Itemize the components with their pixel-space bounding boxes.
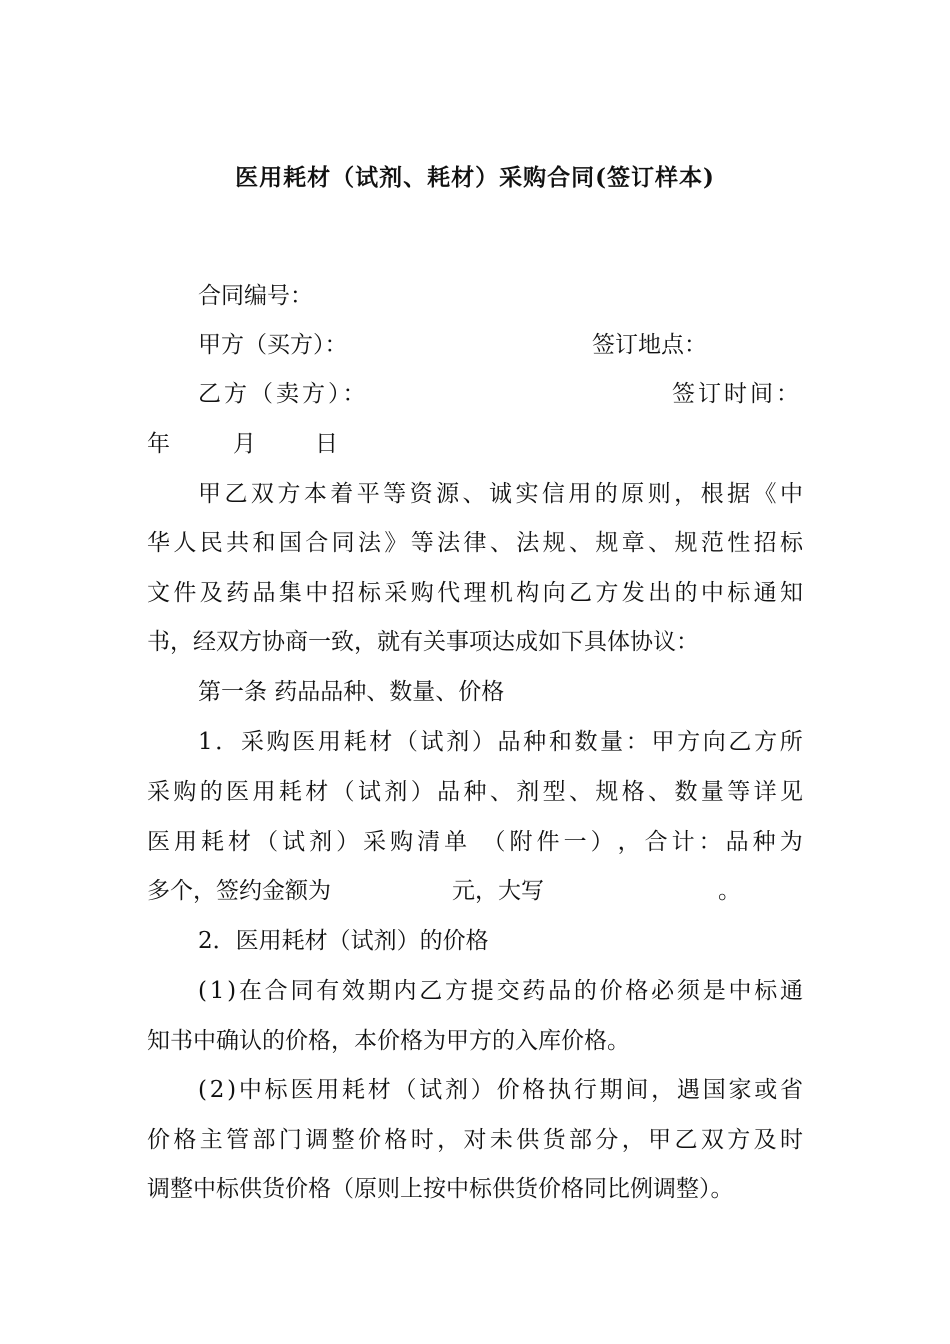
- intro-line: [147, 577, 803, 609]
- text-char: 等: [410, 530, 434, 556]
- text-char: 华: [147, 530, 170, 556]
- text-char: 的: [199, 779, 223, 805]
- article-1-title: 第一条 药品品种、数量、价格: [198, 679, 505, 705]
- item2-1-line: [198, 975, 803, 1007]
- text-char: 实: [515, 481, 539, 507]
- text-char: 价: [358, 1127, 381, 1153]
- text-char: 购: [173, 779, 197, 805]
- text-char: 药: [522, 978, 546, 1004]
- text-char: 是: [702, 978, 726, 1004]
- text-char: 期: [599, 1077, 623, 1103]
- text-char: 品: [548, 978, 572, 1004]
- text-char: 时: [410, 1127, 434, 1153]
- text-char: ）: [471, 729, 495, 755]
- text-char: 向: [702, 729, 726, 755]
- text-char: 源: [436, 481, 460, 507]
- text-char: 价: [496, 1077, 520, 1103]
- text-char: 用: [317, 729, 341, 755]
- text-char: 中: [779, 481, 803, 507]
- intro-line: [198, 478, 803, 510]
- text-char: （: [331, 779, 355, 805]
- intro-line: 书，经双方协商一致，就有关事项达成如下具体协议：: [147, 629, 699, 655]
- text-char: 整: [331, 1127, 355, 1153]
- text-char: 方: [445, 978, 469, 1004]
- text-char: [471, 826, 478, 858]
- text-char: 剂: [309, 829, 333, 855]
- text-char: 一: [563, 829, 587, 855]
- text-char: 规: [595, 530, 619, 556]
- text-char: 管: [226, 1127, 250, 1153]
- text-char: 的: [594, 481, 618, 507]
- text-char: 双: [700, 1127, 724, 1153]
- text-char: 间: [625, 1077, 649, 1103]
- text-char: 为: [779, 829, 803, 855]
- text-char: 、: [569, 530, 592, 556]
- text-char: 对: [463, 1127, 487, 1153]
- text-char: 代: [437, 580, 461, 606]
- text-char: 国: [702, 1077, 726, 1103]
- item-2-title: 2．医用耗材（试剂）的价格: [198, 928, 489, 954]
- text-char: 招: [331, 580, 355, 606]
- text-char: 中: [238, 1077, 262, 1103]
- text-char: 有: [316, 978, 340, 1004]
- text-char: 乙: [674, 1127, 698, 1153]
- text-char: 规: [595, 779, 619, 805]
- text-char: 型: [542, 779, 566, 805]
- text-char: 种: [463, 779, 487, 805]
- text-char: 价: [147, 1127, 170, 1153]
- text-char: 须: [676, 978, 700, 1004]
- text-char: 医: [226, 779, 250, 805]
- text-char: 计: [671, 829, 695, 855]
- text-char: 医: [147, 829, 170, 855]
- party-b-label: 乙方（卖方）：: [198, 381, 369, 407]
- text-char: (: [198, 1077, 207, 1103]
- text-char: 甲: [198, 481, 221, 507]
- text-char: 乙: [224, 481, 248, 507]
- text-char: 方: [727, 1127, 751, 1153]
- text-char: （: [255, 829, 279, 855]
- day-label: 日: [315, 431, 338, 457]
- text-char: 行: [573, 1077, 597, 1103]
- item2-1-line: 知书中确认的价格，本价格为甲方的入库价格。: [147, 1028, 630, 1054]
- text-char: 法: [358, 530, 381, 556]
- text-char: 遇: [676, 1077, 700, 1103]
- text-char: 方: [595, 580, 619, 606]
- text-char: 调: [305, 1127, 329, 1153]
- item1-amount-text: 多个，签约金额为: [147, 878, 331, 904]
- text-char: 着: [330, 481, 354, 507]
- text-char: 耗: [201, 829, 225, 855]
- item1-line: [198, 726, 803, 758]
- text-char: 等: [383, 481, 407, 507]
- text-char: 见: [780, 779, 803, 805]
- text-char: 信: [541, 481, 565, 507]
- text-char: 机: [489, 580, 513, 606]
- text-char: 药: [226, 580, 250, 606]
- text-char: （: [393, 1077, 417, 1103]
- item1-yuan-text: 元，大写: [452, 878, 544, 904]
- text-char: 2: [209, 1077, 225, 1103]
- text-char: 品: [252, 580, 276, 606]
- text-char: 构: [516, 580, 540, 606]
- text-char: 格: [173, 1127, 197, 1153]
- text-char: 量: [700, 779, 724, 805]
- item2-2-line: 调整中标供货价格（原则上按中标供货价格同比例调整）。: [147, 1176, 734, 1202]
- text-char: 门: [278, 1127, 302, 1153]
- text-char: 试: [282, 829, 306, 855]
- text-char: 所: [779, 729, 803, 755]
- text-char: 用: [316, 1077, 340, 1103]
- text-char: 同: [331, 530, 355, 556]
- text-char: 人: [173, 530, 197, 556]
- text-char: 共: [226, 530, 250, 556]
- text-char: 试: [358, 779, 381, 805]
- text-char: 的: [573, 978, 597, 1004]
- text-char: 1: [198, 729, 213, 755]
- text-char: 及: [753, 1127, 777, 1153]
- text-char: 方: [754, 729, 778, 755]
- text-char: 购: [266, 729, 290, 755]
- item2-2-line: [147, 1124, 803, 1156]
- text-char: 用: [252, 779, 276, 805]
- text-char: (: [198, 978, 207, 1004]
- text-char: 交: [496, 978, 520, 1004]
- text-char: 及: [199, 580, 223, 606]
- text-char: 部: [569, 1127, 592, 1153]
- text-char: 提: [470, 978, 494, 1004]
- item1-line: [147, 826, 803, 858]
- text-char: 、: [489, 779, 513, 805]
- text-char: 种: [752, 829, 776, 855]
- text-char: 文: [147, 580, 170, 606]
- text-char: 根: [700, 481, 724, 507]
- text-char: 格: [625, 978, 649, 1004]
- text-char: ): [227, 978, 237, 1004]
- text-char: 》: [384, 530, 408, 556]
- text-char: 内: [393, 978, 417, 1004]
- text-char: ：: [625, 729, 649, 755]
- text-char: ：: [698, 829, 722, 855]
- text-char: ，: [674, 481, 698, 507]
- text-char: 章: [621, 530, 645, 556]
- text-char: 效: [341, 978, 365, 1004]
- text-char: 数: [674, 779, 698, 805]
- item1-period: 。: [718, 878, 741, 904]
- text-char: ，: [437, 1127, 461, 1153]
- text-char: 向: [542, 580, 566, 606]
- text-char: 剂: [445, 1077, 469, 1103]
- text-char: 材: [228, 829, 252, 855]
- text-char: 、: [489, 530, 513, 556]
- text-char: 规: [674, 530, 698, 556]
- text-char: 家: [728, 1077, 752, 1103]
- text-char: 招: [753, 530, 777, 556]
- text-char: 《: [753, 481, 777, 507]
- text-char: 方: [677, 729, 701, 755]
- text-char: 耗: [341, 1077, 365, 1103]
- item2-2-line: [198, 1074, 803, 1106]
- text-char: 省: [779, 1077, 803, 1103]
- text-char: 甲: [648, 1127, 672, 1153]
- text-char: 知: [780, 580, 803, 606]
- text-char: 医: [290, 1077, 314, 1103]
- text-char: 和: [548, 729, 572, 755]
- text-char: 则: [647, 481, 671, 507]
- text-char: 期: [367, 978, 391, 1004]
- text-char: 中: [700, 580, 724, 606]
- text-char: 集: [278, 580, 302, 606]
- text-char: 出: [648, 580, 672, 606]
- text-char: 法: [516, 530, 540, 556]
- text-char: 原: [621, 481, 645, 507]
- text-char: 剂: [384, 779, 408, 805]
- text-char: 和: [252, 530, 276, 556]
- text-char: 发: [621, 580, 645, 606]
- text-char: 国: [278, 530, 302, 556]
- text-char: 、: [648, 779, 672, 805]
- text-char: ): [227, 1077, 237, 1103]
- intro-line: [147, 527, 803, 559]
- text-char: 货: [542, 1127, 566, 1153]
- text-char: 规: [542, 530, 566, 556]
- text-char: 民: [199, 530, 223, 556]
- text-char: 用: [568, 481, 592, 507]
- month-label: 月: [233, 431, 256, 457]
- text-char: 耗: [278, 779, 302, 805]
- party-a-label: 甲方（买方）：: [198, 332, 348, 358]
- text-char: ）: [336, 829, 360, 855]
- text-char: 等: [727, 779, 751, 805]
- text-char: 标: [754, 978, 778, 1004]
- text-char: 采: [147, 779, 170, 805]
- text-char: 在: [238, 978, 262, 1004]
- text-char: 标: [264, 1077, 288, 1103]
- text-char: 购: [390, 829, 414, 855]
- text-char: 中: [728, 978, 752, 1004]
- text-char: 量: [600, 729, 624, 755]
- text-char: 用: [174, 829, 198, 855]
- text-char: 主: [199, 1127, 223, 1153]
- text-char: 的: [674, 580, 698, 606]
- text-char: 必: [651, 978, 675, 1004]
- text-char: ．: [215, 729, 239, 755]
- text-char: 范: [700, 530, 724, 556]
- text-char: 、: [569, 779, 592, 805]
- text-char: ，: [621, 1127, 645, 1153]
- text-char: 剂: [446, 729, 470, 755]
- text-char: 诚: [488, 481, 512, 507]
- text-char: 双: [250, 481, 274, 507]
- text-char: 性: [727, 530, 751, 556]
- text-char: 法: [437, 530, 461, 556]
- text-char: 价: [599, 978, 623, 1004]
- text-char: 清: [417, 829, 441, 855]
- text-char: 资: [409, 481, 433, 507]
- text-char: 数: [574, 729, 598, 755]
- text-char: 理: [463, 580, 487, 606]
- text-char: 律: [463, 530, 487, 556]
- text-char: 标: [358, 580, 381, 606]
- text-char: 材: [367, 1077, 391, 1103]
- text-char: 合: [644, 829, 668, 855]
- text-char: 购: [410, 580, 434, 606]
- text-char: 乙: [569, 580, 592, 606]
- sign-time-label: 签订时间：: [672, 381, 802, 407]
- text-char: 1: [209, 978, 225, 1004]
- text-char: 、: [648, 530, 672, 556]
- text-char: ，: [651, 1077, 675, 1103]
- text-char: 分: [595, 1127, 619, 1153]
- text-char: 供: [516, 1127, 540, 1153]
- text-char: 、: [462, 481, 486, 507]
- text-char: ）: [470, 1077, 494, 1103]
- text-char: 方: [277, 481, 301, 507]
- sign-place-label: 签订地点：: [592, 332, 707, 358]
- text-char: 材: [305, 779, 329, 805]
- text-char: 件: [536, 829, 560, 855]
- item1-line: [147, 776, 803, 808]
- text-char: 标: [727, 580, 751, 606]
- text-char: 甲: [651, 729, 675, 755]
- text-char: 同: [290, 978, 314, 1004]
- document-title: 医用耗材（试剂、耗材）采购合同(签订样本): [235, 164, 715, 191]
- text-char: 详: [753, 779, 777, 805]
- text-char: 乙: [728, 729, 752, 755]
- text-char: 平: [356, 481, 380, 507]
- text-char: 通: [753, 580, 777, 606]
- text-char: （: [482, 829, 506, 855]
- text-char: 部: [252, 1127, 276, 1153]
- text-char: 件: [173, 580, 197, 606]
- text-char: 采: [384, 580, 408, 606]
- text-char: 中: [305, 580, 329, 606]
- text-char: 时: [780, 1127, 803, 1153]
- text-char: 种: [523, 729, 547, 755]
- text-char: （: [394, 729, 418, 755]
- text-char: 附: [509, 829, 533, 855]
- text-char: 品: [497, 729, 521, 755]
- text-char: ）: [410, 779, 434, 805]
- text-char: 未: [489, 1127, 513, 1153]
- text-char: 品: [725, 829, 749, 855]
- text-char: 通: [779, 978, 803, 1004]
- text-char: 单: [444, 829, 468, 855]
- text-char: 采: [363, 829, 387, 855]
- text-char: 执: [548, 1077, 572, 1103]
- text-char: 标: [780, 530, 803, 556]
- text-char: ）: [590, 829, 614, 855]
- text-char: ，: [617, 829, 641, 855]
- text-char: 采: [240, 729, 264, 755]
- text-char: 乙: [419, 978, 443, 1004]
- text-char: 格: [522, 1077, 546, 1103]
- text-char: 据: [727, 481, 751, 507]
- text-char: 格: [621, 779, 645, 805]
- text-char: 试: [419, 1077, 443, 1103]
- text-char: 合: [264, 978, 288, 1004]
- text-char: 耗: [343, 729, 367, 755]
- year-label: 年: [147, 431, 170, 457]
- text-char: 剂: [516, 779, 540, 805]
- contract-number-label: 合同编号：: [198, 283, 313, 309]
- text-char: 本: [303, 481, 327, 507]
- text-char: 医: [292, 729, 316, 755]
- text-char: 试: [420, 729, 444, 755]
- text-char: 或: [754, 1077, 778, 1103]
- text-char: 材: [369, 729, 393, 755]
- text-char: 品: [437, 779, 461, 805]
- text-char: 格: [384, 1127, 408, 1153]
- text-char: 合: [305, 530, 329, 556]
